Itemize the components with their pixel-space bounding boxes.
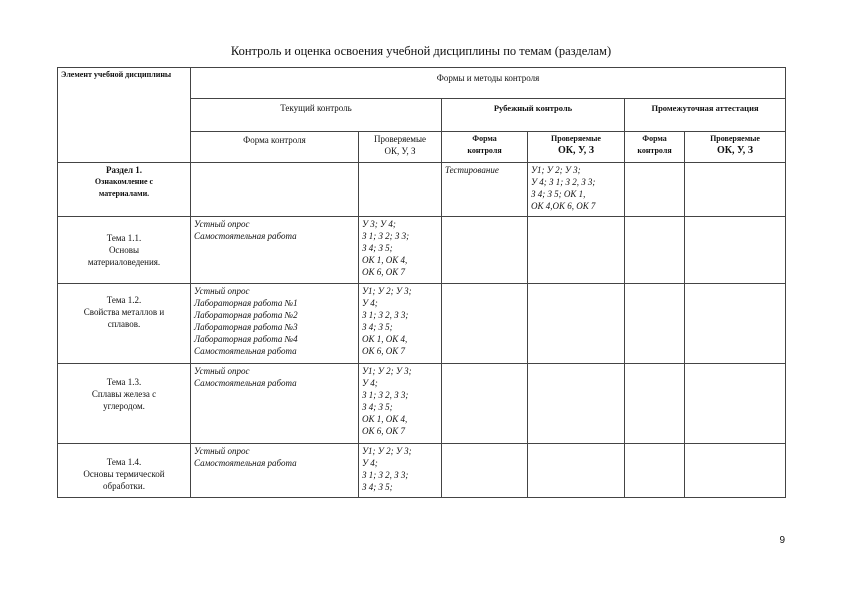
current-ok-line: ОК 1, ОК 4, xyxy=(362,255,408,265)
interim-form-cell xyxy=(625,284,685,364)
current-forms-cell xyxy=(191,217,359,284)
milestone-form-cell xyxy=(442,444,528,498)
header-interim-form xyxy=(625,132,685,163)
interim-form-cell xyxy=(625,163,685,217)
current-ok-line: ОК 6, ОК 7 xyxy=(362,426,405,436)
element-line: Сплавы железа с xyxy=(91,389,157,399)
current-ok-cell xyxy=(359,444,442,498)
element-cell xyxy=(58,284,191,364)
header-milestone-control: Рубежный контроль xyxy=(442,99,625,132)
current-form-line: Самостоятельная работа xyxy=(194,378,297,388)
header-form-control: Форма контроля xyxy=(191,132,359,163)
interim-form-cell xyxy=(625,217,685,284)
current-ok-line: З 1; З 2, З 3; xyxy=(362,310,409,320)
milestone-ok-cell xyxy=(528,444,625,498)
header-checked-ok-line2: ОК, У, З xyxy=(384,146,416,156)
current-ok-cell xyxy=(359,364,442,444)
table-row xyxy=(58,284,786,364)
current-ok-line: З 1; З 2, З 3; xyxy=(362,390,409,400)
current-form-line: Самостоятельная работа xyxy=(194,458,297,468)
header-milestone-form-line1: Форма xyxy=(472,134,497,143)
header-element xyxy=(58,68,191,163)
current-ok-line: ОК 6, ОК 7 xyxy=(362,267,405,277)
milestone-form-line: Тестирование xyxy=(445,165,499,175)
milestone-ok-line: У 4; З 1; З 2, З 3; xyxy=(531,177,596,187)
current-ok-line: У 4; xyxy=(362,378,378,388)
current-form-line: Самостоятельная работа xyxy=(194,231,297,241)
header-interim-form-line2: контроля xyxy=(637,146,672,155)
current-ok-line: ОК 6, ОК 7 xyxy=(362,346,405,356)
current-ok-cell xyxy=(359,284,442,364)
current-form-line: Лабораторная работа №4 xyxy=(194,334,298,344)
header-interim-checked-line2: ОК, У, З xyxy=(717,145,754,156)
milestone-ok-cell xyxy=(528,217,625,284)
current-ok-line: З 4; З 5; xyxy=(362,322,393,332)
current-form-line: Устный опрос xyxy=(194,286,250,296)
current-ok-cell xyxy=(359,163,442,217)
header-milestone-checked-line2: ОК, У, З xyxy=(557,145,594,156)
current-ok-line: У1; У 2; У 3; xyxy=(362,366,412,376)
current-ok-line: ОК 1, ОК 4, xyxy=(362,334,408,344)
current-ok-line: У1; У 2; У 3; xyxy=(362,446,412,456)
page-number: 9 xyxy=(779,535,785,546)
table-row xyxy=(58,217,786,284)
header-milestone-checked xyxy=(528,132,625,163)
current-forms-cell xyxy=(191,444,359,498)
milestone-form-cell xyxy=(442,163,528,217)
header-milestone-checked-line1: Проверяемые xyxy=(551,134,601,143)
table-row xyxy=(58,163,786,217)
element-line: Основы термической xyxy=(83,469,165,479)
header-current-control: Текущий контроль xyxy=(191,99,442,132)
milestone-ok-line: ОК 4,ОК 6, ОК 7 xyxy=(531,201,596,211)
element-line: Тема 1.1. xyxy=(106,233,142,243)
control-table xyxy=(57,67,786,498)
element-line: сплавов. xyxy=(107,319,141,329)
current-form-line: Устный опрос xyxy=(194,366,250,376)
element-cell xyxy=(58,364,191,444)
interim-ok-cell xyxy=(685,163,786,217)
current-ok-line: У 3; У 4; xyxy=(362,219,396,229)
current-ok-line: З 1; З 2, З 3; xyxy=(362,470,409,480)
element-line: Тема 1.2. xyxy=(106,295,142,305)
interim-ok-cell xyxy=(685,364,786,444)
element-line: углеродом. xyxy=(103,401,145,411)
element-cell xyxy=(58,444,191,498)
current-ok-cell xyxy=(359,217,442,284)
current-form-line: Лабораторная работа №3 xyxy=(194,322,298,332)
element-line: Раздел 1. xyxy=(105,165,143,175)
current-form-line: Самостоятельная работа xyxy=(194,346,297,356)
current-ok-line: У 4; xyxy=(362,298,378,308)
current-form-line: Лабораторная работа №2 xyxy=(194,310,298,320)
element-line: материаловедения. xyxy=(87,257,161,267)
milestone-ok-line: З 4; З 5; ОК 1, xyxy=(531,189,586,199)
element-line: материалами. xyxy=(98,189,150,198)
element-line: обработки. xyxy=(103,481,145,491)
table-row xyxy=(58,364,786,444)
element-line: Основы xyxy=(108,245,140,255)
current-form-line: Устный опрос xyxy=(194,219,250,229)
current-ok-line: ОК 1, ОК 4, xyxy=(362,414,408,424)
milestone-ok-cell xyxy=(528,364,625,444)
header-interim-form-line1: Форма xyxy=(642,134,667,143)
header-interim-attestation: Промежуточная аттестация xyxy=(625,99,786,132)
header-forms-methods: Формы и методы контроля xyxy=(191,68,786,99)
current-ok-line: З 4; З 5; xyxy=(362,402,393,412)
table-row xyxy=(58,444,786,498)
header-interim-checked-line1: Проверяемые xyxy=(710,134,760,143)
current-ok-line: З 4; З 5; xyxy=(362,482,393,492)
header-checked-ok-line1: Проверяемые xyxy=(373,134,427,144)
current-forms-cell xyxy=(191,284,359,364)
milestone-form-cell xyxy=(442,284,528,364)
milestone-ok-line: У1; У 2; У 3; xyxy=(531,165,581,175)
element-line: Свойства металлов и xyxy=(83,307,165,317)
element-cell xyxy=(58,163,191,217)
interim-form-cell xyxy=(625,444,685,498)
current-form-line: Устный опрос xyxy=(194,446,250,456)
element-line: Ознакомление с xyxy=(94,177,154,186)
header-interim-checked xyxy=(685,132,786,163)
current-ok-line: З 1; З 2; З 3; xyxy=(362,231,410,241)
milestone-form-cell xyxy=(442,364,528,444)
current-ok-line: З 4; З 5; xyxy=(362,243,393,253)
interim-ok-cell xyxy=(685,284,786,364)
milestone-form-cell xyxy=(442,217,528,284)
current-ok-line: У1; У 2; У 3; xyxy=(362,286,412,296)
header-checked-ok xyxy=(359,132,442,163)
element-line: Тема 1.4. xyxy=(106,457,142,467)
interim-form-cell xyxy=(625,364,685,444)
page-title: Контроль и оценка освоения учебной дисциплины по темам (разделам) xyxy=(230,44,612,58)
milestone-ok-cell xyxy=(528,284,625,364)
element-line: Тема 1.3. xyxy=(106,377,142,387)
header-milestone-form-line2: контроля xyxy=(467,146,502,155)
interim-ok-cell xyxy=(685,217,786,284)
header-element-label: Элемент учебной дисциплины xyxy=(61,70,172,79)
current-ok-line: У 4; xyxy=(362,458,378,468)
interim-ok-cell xyxy=(685,444,786,498)
current-form-line: Лабораторная работа №1 xyxy=(194,298,298,308)
element-cell xyxy=(58,217,191,284)
current-forms-cell xyxy=(191,364,359,444)
header-milestone-form xyxy=(442,132,528,163)
current-forms-cell xyxy=(191,163,359,217)
milestone-ok-cell xyxy=(528,163,625,217)
